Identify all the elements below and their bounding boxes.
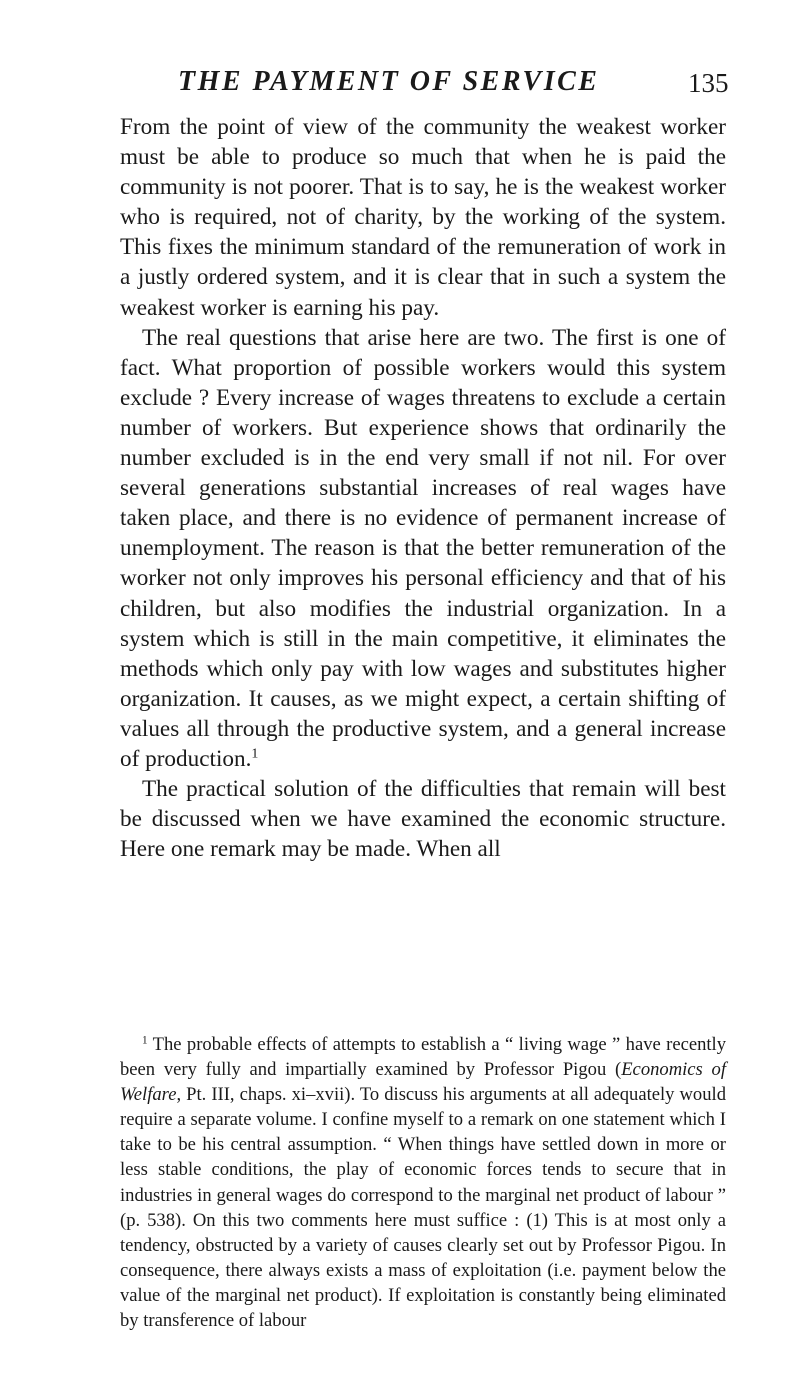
paragraph	[120, 323, 726, 774]
footnote-reference: 1	[251, 746, 259, 762]
page-number: 135	[688, 68, 729, 98]
footnote-text-b: , Pt. III, chaps. xi–xvii). To discuss his arguments at all adequately would require a separate volume. I confine myself to a remark on one statement which I take to be his central assumption. “ When things have settled down in more or less stable conditions, the play of economic forces tends to secure that in industries in general wages do correspond to the marginal net product of labour ” (p. 538). On this two comments here must suffice : (1) This is at most only a tendency, obstructed by a variety of causes clearly set out by Professor Pigou. In consequence, there always exists a mass of exploitation (i.e. payment below the value of the marginal net product). If exploitation is constantly being eliminated by transference of labour	[120, 1084, 726, 1332]
footnote-text-a: The probable effects of attempts to establish a “ living wage ” have recently been very fully and impartially examined by Professor Pigou (	[120, 1034, 727, 1081]
footnote-paragraph	[120, 1032, 726, 1333]
paragraph-text: The real questions that arise here are two. The first is one of fact. What proportion of possible workers would this system exclude ? Every increase of wages threatens to exclude a certain number of workers. But experience shows that ordinarily the number excluded is in the end very small if not nil. For over several generations substantial increases of real wages have taken place, and there is no evidence of permanent increase of unemployment. The reason is that the better remuneration of the worker not only improves his personal efficiency and that of his children, but also modifies the industrial organization. In a system which is still in the main competitive, it eliminates the methods which only pay with low wages and substitutes higher organization. It causes, as we might expect, a certain shifting of values all through the productive system, and a general increase of production.	[120, 324, 726, 772]
footnote-marker: 1	[142, 1034, 148, 1047]
running-head: THE PAYMENT OF SERVICE	[178, 66, 600, 97]
paragraph: The practical solution of the difficulties that remain will best be discussed when we have examined the economic structure. Here one remark may be made. When all	[120, 776, 726, 863]
footnote	[120, 1032, 726, 1333]
book-title: Economics of Welfare	[120, 1059, 727, 1106]
paragraph: From the point of view of the community the weakest worker must be able to produce so much that when he is paid the community is not poorer. That is to say, he is the weakest worker who is required, not of charity, by the working of the system. This fixes the minimum standard of the remuneration of work in a justly ordered system, and it is clear that in such a system the weakest worker is earning his pay.	[120, 114, 726, 321]
main-text	[120, 112, 726, 864]
